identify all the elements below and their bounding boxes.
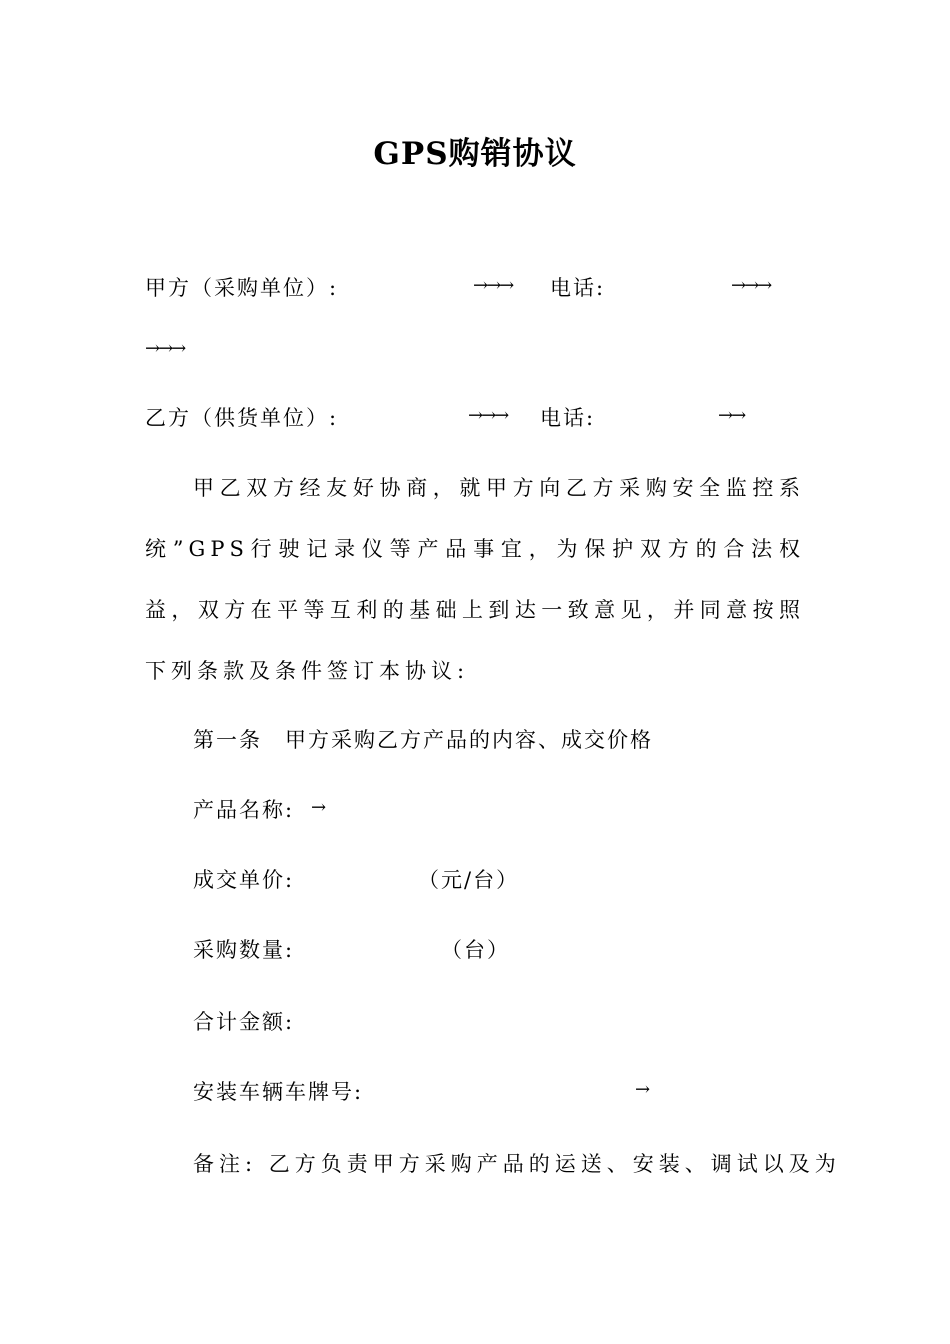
remark-line: 备注: 乙方负责甲方采购产品的运送、安装、调试以及为 [193, 1152, 841, 1176]
unit-price-label: 成交单价: [193, 868, 295, 892]
intro-paragraph: 甲乙双方经友好协商，就甲方向乙方采购安全监控系统”GPS行驶记录仪等产品事宜，为保护双方的合法权益，双方在平等互利的基础上到达一致意见，并同意按照下列条款及条件签订本协议: [145, 476, 805, 683]
product-name-mark: → [311, 797, 325, 818]
party-a-phone-marks: →→→ [731, 275, 771, 296]
quantity-unit: （台） [441, 938, 510, 962]
plate-number-label: 安装车辆车牌号: [193, 1080, 364, 1104]
document-title: GPS购销协议 [373, 136, 577, 172]
party-a-blank-marks: →→→ [473, 275, 513, 296]
quantity-label: 采购数量: [193, 938, 295, 962]
total-amount-label: 合计金额: [193, 1010, 295, 1034]
party-b-blank-marks: →→→ [468, 405, 508, 426]
party-b-phone-marks: →→ [718, 405, 745, 426]
party-b-phone-label: 电话: [540, 406, 596, 430]
party-a-label: 甲方（采购单位）: [145, 276, 339, 300]
plate-number-mark: → [635, 1079, 649, 1100]
party-a-continuation-marks: →→→ [145, 338, 185, 359]
product-name-label: 产品名称: [193, 798, 295, 822]
unit-price-unit: （元/台） [418, 868, 520, 892]
article-1-heading: 第一条 甲方采购乙方产品的内容、成交价格 [193, 728, 653, 752]
party-b-label: 乙方（供货单位）: [145, 406, 339, 430]
party-a-phone-label: 电话: [550, 276, 606, 300]
